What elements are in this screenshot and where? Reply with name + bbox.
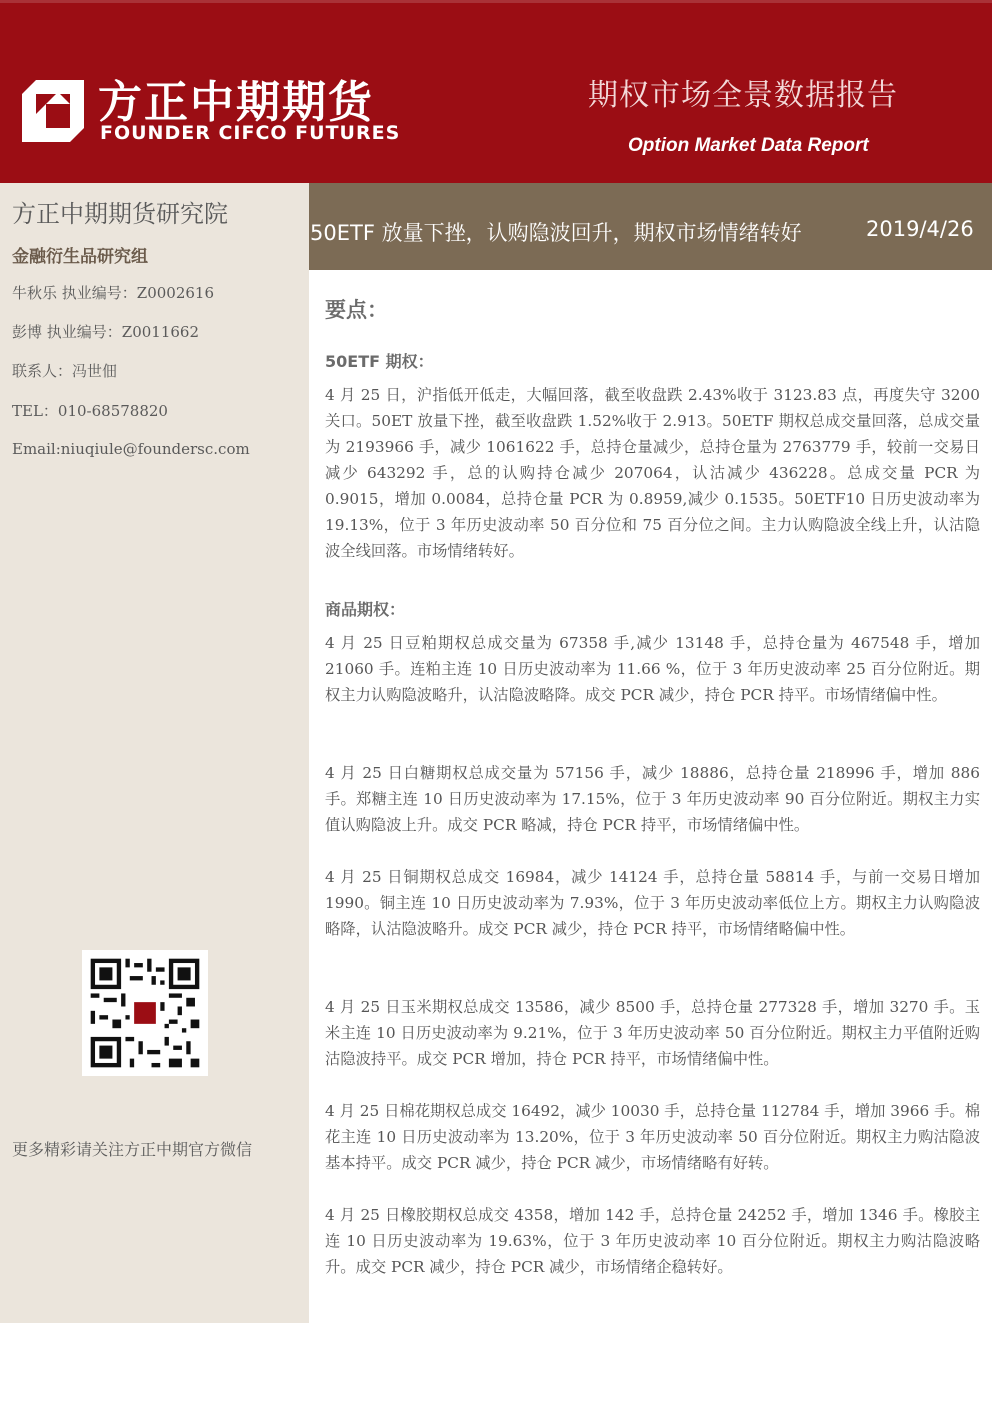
soymeal-options-paragraph: 4 月 25 日豆粕期权总成交量为 67358 手,减少 13148 手，总持仓量为 467548 手，增加 21060 手。连粕主连 10 日历史波动率为 11.66 %，位于 3 年历史波动率 25 百分位附近。期权主力认购隐波略升，认沽隐波略降。成交 PCR 减少，持仓 PCR 持平。市场情绪偏中性。 — [325, 634, 980, 704]
report-title-chinese: 期权市场全景数据报告 — [588, 78, 898, 113]
company-logo-icon — [22, 80, 84, 142]
cotton-options-paragraph: 4 月 25 日棉花期权总成交 16492，减少 10030 手，总持仓量 112784 手，增加 3966 手。棉花主连 10 日历史波动率为 13.20%，位于 3 年历史波动率 50 百分位附近。期权主力购沽隐波基本持平。成交 PCR 减少，持仓 PCR 减少，市场情绪略有好转。 — [325, 1102, 980, 1172]
contact-email: Email:niuqiule@foundersc.com — [12, 440, 250, 458]
logo-chinese-name: 方正中期期货 — [98, 77, 374, 128]
qr-code-icon — [82, 950, 208, 1076]
report-title-english: Option Market Data Report — [628, 135, 869, 156]
etf-options-heading: 50ETF 期权： — [325, 352, 434, 371]
contact-person: 联系人：冯世佃 — [12, 362, 118, 380]
institute-name: 方正中期期货研究院 — [12, 200, 228, 228]
report-headline: 50ETF 放量下挫，认购隐波回升，期权市场情绪转好 — [310, 221, 802, 245]
copper-options-paragraph: 4 月 25 日铜期权总成交 16984，减少 14124 手，总持仓量 58814 手，与前一交易日增加 1990。铜主连 10 日历史波动率为 7.93%，位于 3 年历史波动率低位上方。期权主力认购隐波略降，认沽隐波略升。成交 PCR 减少，持仓 PCR 持平，市场情绪略偏中性。 — [325, 868, 980, 938]
header-banner — [0, 0, 992, 183]
logo-english-name: FOUNDER CIFCO FUTURES — [100, 122, 401, 144]
research-group: 金融衍生品研究组 — [12, 247, 148, 267]
report-date: 2019/4/26 — [866, 217, 974, 241]
analyst-1: 牛秋乐 执业编号：Z0002616 — [12, 284, 214, 302]
analyst-2: 彭博 执业编号：Z0011662 — [12, 323, 199, 341]
header-divider — [0, 0, 992, 3]
etf-options-paragraph: 4 月 25 日，沪指低开低走，大幅回落，截至收盘跌 2.43%收于 3123.83 点，再度失守 3200 关口。50ET 放量下挫，截至收盘跌 1.52%收于 2.913。50ETF 期权总成交量回落，总成交量为 2193966 手，减少 1061622 手，总持仓量减少，总持仓量为 2763779 手，较前一交易日减少 643292 手，总的认购持仓减少 207064，认沽减少 436228。总成交量 PCR 为 0.9015，增加 0.0084，总持仓量 PCR 为 0.8959,减少 0.1535。50ETF10 日历史波动率为 19.13%，位于 3 年历史波动率 50 百分位和 75 百分位之间。主力认购隐波全线上升，认沽隐波全线回落。市场情绪转好。 — [325, 386, 980, 560]
commodity-options-heading: 商品期权： — [325, 600, 406, 619]
rubber-options-paragraph: 4 月 25 日橡胶期权总成交 4358，增加 142 手，总持仓量 24252 手，增加 1346 手。橡胶主连 10 日历史波动率为 19.63%，位于 3 年历史波动率 10 百分位附近。期权主力购沽隐波略升。成交 PCR 减少，持仓 PCR 减少，市场情绪企稳转好。 — [325, 1206, 980, 1276]
key-points-heading: 要点： — [325, 298, 388, 322]
sugar-options-paragraph: 4 月 25 日白糖期权总成交量为 57156 手，减少 18886，总持仓量 218996 手，增加 886 手。郑糖主连 10 日历史波动率为 17.15%，位于 3 年历史波动率 90 百分位附近。期权主力实值认购隐波上升。成交 PCR 略减，持仓 PCR 持平，市场情绪偏中性。 — [325, 764, 980, 834]
wechat-follow-text: 更多精彩请关注方正中期官方微信 — [12, 1140, 253, 1159]
corn-options-paragraph: 4 月 25 日玉米期权总成交 13586，减少 8500 手，总持仓量 277328 手，增加 3270 手。玉米主连 10 日历史波动率为 9.21%，位于 3 年历史波动率 50 百分位附近。期权主力平值附近购沽隐波持平。成交 PCR 增加，持仓 PCR 持平，市场情绪偏中性。 — [325, 998, 980, 1068]
contact-phone: TEL：010-68578820 — [12, 402, 168, 420]
